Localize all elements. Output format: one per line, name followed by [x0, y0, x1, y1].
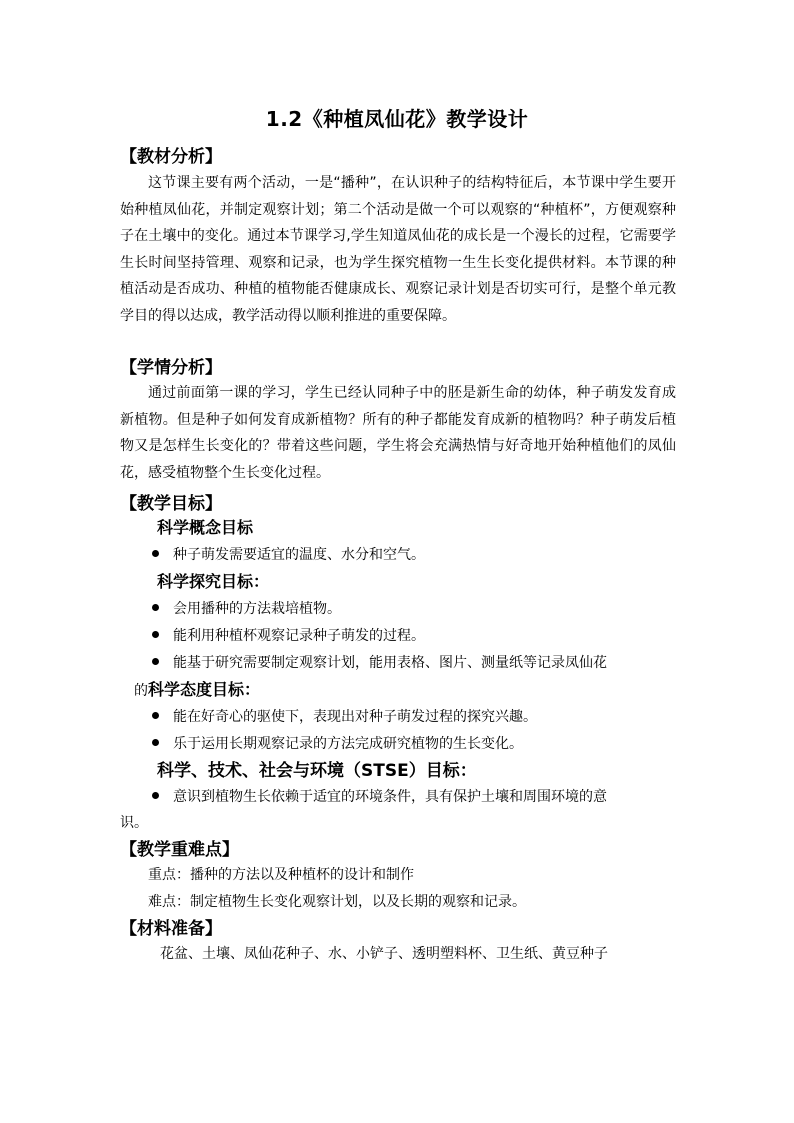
student-analysis-paragraph: 通过前面第一课的学习，学生已经认同种子中的胚是新生命的幼体，种子萌发发育成新植物。但是种子如何发育成新植物？所有的种子都能发育成新的植物吗？种子萌发后植物又是怎样生长变化的？带着这些问题，学生将会充满热情与好奇地开始种植他们的凤仙花，感受植物整个生长变化过程。	[120, 385, 676, 481]
stse-objective-text-wrap: 识。	[120, 815, 148, 831]
section-heading-student-analysis: 【学情分析】	[120, 358, 222, 378]
inquiry-objective-item	[152, 598, 676, 618]
bullet-icon	[152, 550, 159, 557]
inquiry-objective-text: 会用播种的方法栽培植物。	[173, 601, 341, 617]
stse-objective-text: 意识到植物生长依赖于适宜的环境条件，具有保护土壤和周围环境的意	[173, 789, 607, 805]
section-heading-materials: 【材料准备】	[120, 919, 222, 939]
bullet-icon	[152, 604, 159, 611]
concept-objective-title: 科学概念目标	[157, 518, 254, 537]
section-heading-objectives: 【教学目标】	[120, 494, 222, 514]
attitude-objective-text: 乐于运用长期观察记录的方法完成研究植物的生长变化。	[173, 736, 523, 752]
concept-objective-text: 种子萌发需要适宜的温度、水分和空气。	[173, 547, 425, 563]
concept-objective-item	[152, 544, 676, 564]
document-title: 1.2《种植凤仙花》教学设计	[265, 107, 529, 131]
inquiry-objective-item	[152, 625, 676, 645]
stse-objective-title: 科学、技术、社会与环境（STSE）目标：	[157, 761, 477, 781]
bullet-icon	[152, 631, 159, 638]
attitude-objective-text: 能在好奇心的驱使下，表现出对种子萌发过程的探究兴趣。	[173, 709, 537, 725]
materials-list-text: 花盆、土壤、凤仙花种子、水、小铲子、透明塑料杯、卫生纸、黄豆种子	[160, 946, 608, 962]
stse-objective-item	[152, 786, 676, 806]
attitude-objective-line	[134, 677, 260, 700]
section-heading-key-points: 【教学重难点】	[120, 840, 239, 860]
bullet-icon	[152, 739, 159, 746]
bullet-icon	[152, 658, 159, 665]
bullet-icon	[152, 792, 159, 799]
inquiry-objective-item	[152, 652, 676, 672]
inquiry-objective-text: 能利用种植杯观察记录种子萌发的过程。	[173, 628, 425, 644]
difficult-point-text: 难点：制定植物生长变化观察计划，以及长期的观察和记录。	[148, 894, 526, 910]
attitude-objective-title: 科学态度目标：	[148, 680, 261, 699]
inquiry-objective-text: 能基于研究需要制定观察计划，能用表格、图片、测量纸等记录凤仙花	[173, 655, 607, 671]
attitude-objective-item	[152, 733, 676, 753]
bullet-icon	[152, 712, 159, 719]
key-point-text: 重点：播种的方法以及种植杯的设计和制作	[148, 867, 414, 883]
material-analysis-paragraph: 这节课主要有两个活动，一是“播种”，在认识种子的结构特征后，本节课中学生要开始种植凤仙花，并制定观察计划；第二个活动是做一个可以观察的“种植杯”，方便观察种子在土壤中的变化。通过本节课学习,学生知道凤仙花的成长是一个漫长的过程，它需要学生长时间坚持管理、观察和记录，也为学生探究植物一生生长变化提供材料。本节课的种植活动是否成功、种植的植物能否健康成长、观察记录计划是否切实可行，是整个单元教学目的得以达成，教学活动得以顺利推进的重要保障。	[120, 175, 676, 324]
inquiry-wrap-prefix: 的	[134, 683, 148, 699]
attitude-objective-item	[152, 706, 676, 726]
inquiry-objective-title: 科学探究目标：	[157, 572, 270, 591]
section-heading-material-analysis: 【教材分析】	[120, 147, 222, 167]
